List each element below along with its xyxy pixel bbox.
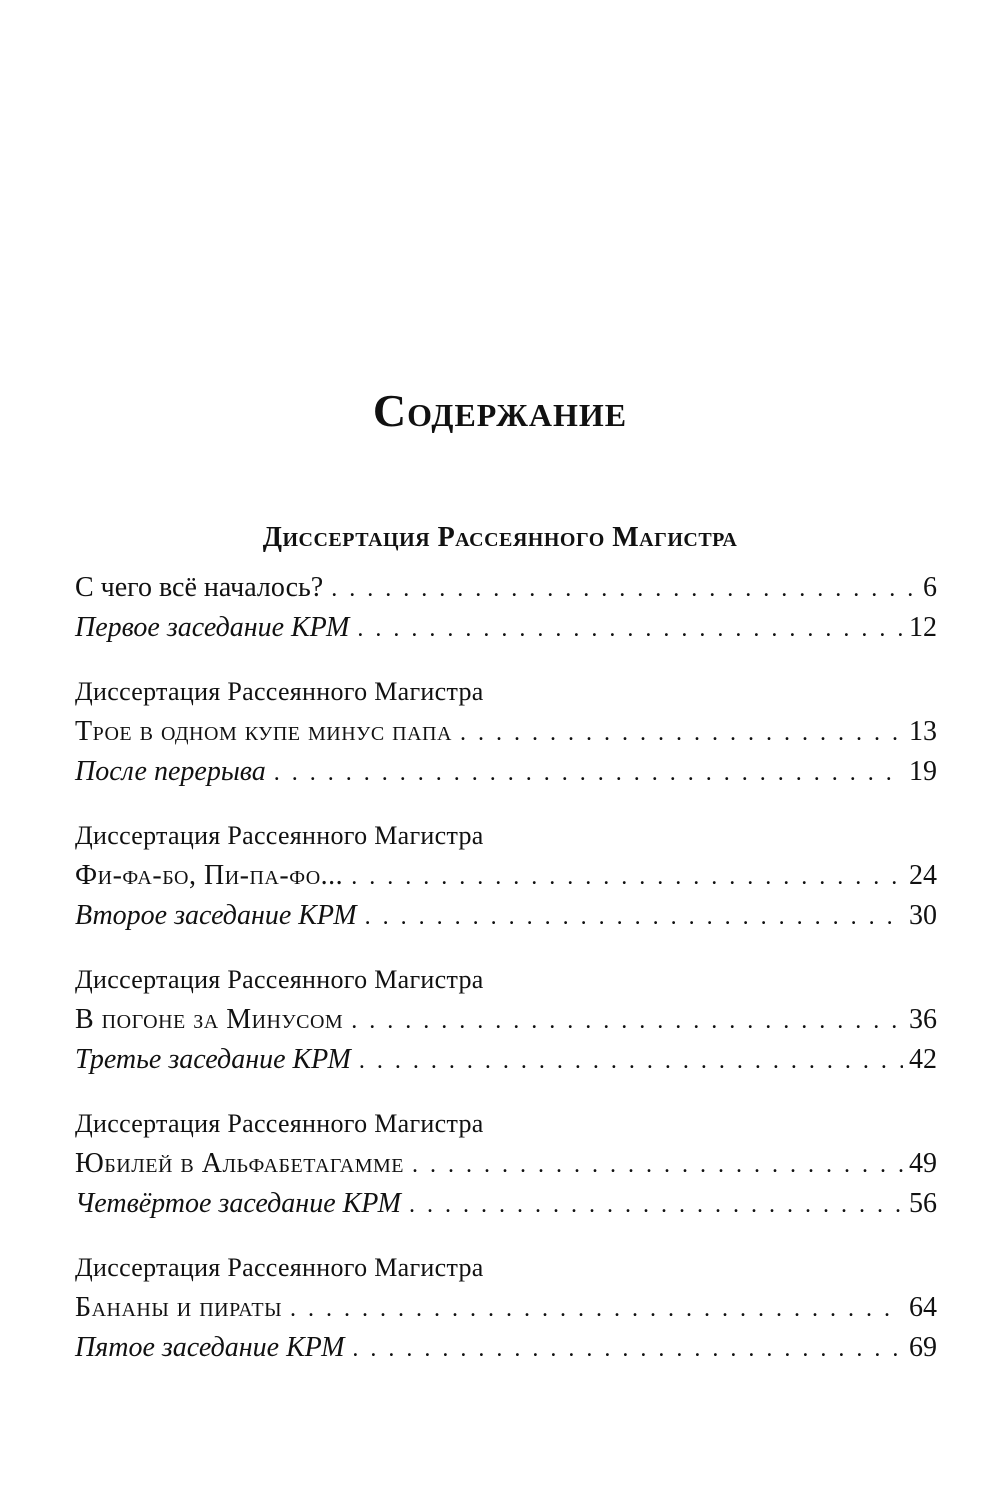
dot-leader bbox=[274, 753, 903, 793]
page-title: Содержание bbox=[372, 384, 628, 436]
toc-entry[interactable] bbox=[75, 712, 937, 752]
toc-entry-title: Юбилей в Альфабетагамме bbox=[75, 1148, 405, 1179]
toc-page-number: 30 bbox=[909, 900, 937, 931]
toc-page-number: 64 bbox=[909, 1292, 937, 1323]
toc-entry-title: Четвёртое заседание КРМ bbox=[75, 1188, 401, 1219]
toc-entry[interactable] bbox=[75, 896, 937, 936]
toc-entry[interactable] bbox=[75, 1144, 937, 1184]
dot-leader bbox=[460, 713, 903, 753]
toc-group bbox=[75, 1104, 937, 1224]
toc-group-label: Диссертация Рассеянного Магистра bbox=[75, 677, 484, 706]
toc-entry[interactable] bbox=[75, 608, 937, 648]
table-of-contents bbox=[75, 568, 937, 1392]
toc-page-number: 12 bbox=[909, 612, 937, 643]
toc-entry[interactable] bbox=[75, 752, 937, 792]
toc-entry-title: Пятое заседание КРМ bbox=[75, 1332, 345, 1363]
toc-page-number: 13 bbox=[909, 716, 937, 747]
toc-entry-title: Третье заседание КРМ bbox=[75, 1044, 351, 1075]
toc-group bbox=[75, 816, 937, 936]
dot-leader bbox=[351, 857, 903, 897]
toc-page-number: 49 bbox=[909, 1148, 937, 1179]
toc-page-number: 6 bbox=[923, 572, 937, 603]
toc-group bbox=[75, 672, 937, 792]
dot-leader bbox=[290, 1289, 903, 1329]
toc-page-number: 19 bbox=[909, 756, 937, 787]
toc-entry-title: Первое заседание КРМ bbox=[75, 612, 350, 643]
dot-leader bbox=[331, 569, 917, 609]
toc-entry-title: С чего всё началось? bbox=[75, 572, 324, 603]
toc-group bbox=[75, 568, 937, 648]
toc-entry-title: Трое в одном купе минус папа bbox=[75, 716, 452, 747]
toc-group-label: Диссертация Рассеянного Магистра bbox=[75, 821, 484, 850]
toc-page-number: 24 bbox=[909, 860, 937, 891]
toc-entry-title: Фи-фа-бо, Пи-па-фо... bbox=[75, 860, 344, 891]
toc-group-label: Диссертация Рассеянного Магистра bbox=[75, 1109, 484, 1138]
dot-leader bbox=[412, 1145, 903, 1185]
dot-leader bbox=[357, 609, 903, 649]
toc-group bbox=[75, 960, 937, 1080]
toc-entry-title: Бананы и пираты bbox=[75, 1292, 283, 1323]
toc-entry[interactable] bbox=[75, 1184, 937, 1224]
dot-leader bbox=[351, 1001, 903, 1041]
dot-leader bbox=[409, 1185, 903, 1225]
dot-leader bbox=[365, 897, 903, 937]
toc-entry[interactable] bbox=[75, 568, 937, 608]
dot-leader bbox=[352, 1329, 903, 1369]
toc-entry[interactable] bbox=[75, 1040, 937, 1080]
toc-page-number: 36 bbox=[909, 1004, 937, 1035]
toc-entry-title: Второе заседание КРМ bbox=[75, 900, 357, 931]
toc-page-number: 42 bbox=[909, 1044, 937, 1075]
toc-entry[interactable] bbox=[75, 1000, 937, 1040]
dot-leader bbox=[359, 1041, 903, 1081]
toc-entry-title: После перерыва bbox=[75, 756, 266, 787]
toc-page-number: 56 bbox=[909, 1188, 937, 1219]
toc-entry-title: В погоне за Минусом bbox=[75, 1004, 344, 1035]
toc-group bbox=[75, 1248, 937, 1368]
section-header: Диссертация Рассеянного Магистра bbox=[262, 522, 738, 553]
toc-group-label: Диссертация Рассеянного Магистра bbox=[75, 1253, 484, 1282]
toc-entry[interactable] bbox=[75, 856, 937, 896]
toc-group-label: Диссертация Рассеянного Магистра bbox=[75, 965, 484, 994]
toc-entry[interactable] bbox=[75, 1288, 937, 1328]
toc-entry[interactable] bbox=[75, 1328, 937, 1368]
toc-page-number: 69 bbox=[909, 1332, 937, 1363]
